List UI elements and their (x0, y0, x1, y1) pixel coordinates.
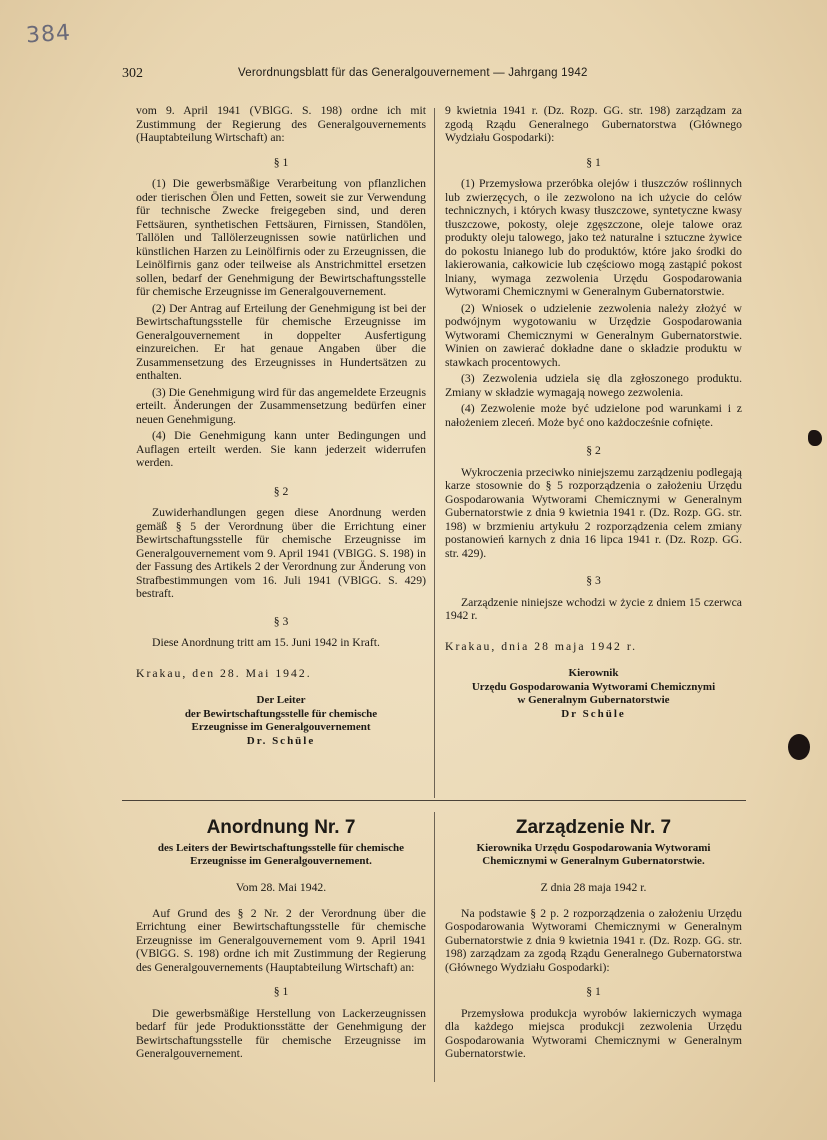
paragraph: vom 9. April 1941 (VBlGG. S. 198) ordne ich mit Zustimmung der Regierung des Generalgouvernements (Hauptabteilung Wirtschaft) an: (136, 104, 426, 144)
paragraph: Wykroczenia przeciwko niniejszemu zarządzeniu podlegają karze stosownie do § 5 rozporządzenia o założeniu Urzędu Gospodarowania Wytworami Chemicznymi w Generalnym Gubernatorstwie z dnia 9 kwietnia 1941 r. (Dz. Rozp. GG. str. 198) w brzmieniu artykułu 2 rozporządzenia celem zmiany postanowień karnych z dnia 16 lipca 1941 r. (Dz. Rozp. GG. str. 429). (445, 465, 742, 560)
signature-title: Kierownik (568, 667, 619, 679)
ink-stain (788, 734, 810, 760)
signature-name: Dr. Schüle (246, 734, 316, 747)
section-heading: § 3 (273, 614, 289, 628)
section-heading: § 2 (273, 484, 289, 498)
paragraph: Przemysłowa produkcja wyrobów lakierniczych wymaga dla każdego miejsca produkcji zezwolenia Urzędu Gospodarowania Wytworami Chemicznymi w Generalnym Gubernatorstwie. (445, 1006, 742, 1060)
anordnung-7-block (136, 816, 426, 1061)
signature-line: w Generalnym Gubernatorstwie (517, 694, 670, 706)
section-heading: § 1 (586, 155, 601, 169)
paragraph: (1) Die gewerbsmäßige Verarbeitung von pflanzlichen oder tierischen Ölen und Fetten, soweit sie zur Verwendung für technische Zwecke freigegeben sind, und deren Fettsäuren, synthetischen Fettsäuren, Firnissen, Standölen, Tallölen und Tallölerzeugnissen sowie natürlichen und künstlichen Harzen zu Leinölfirnis oder zu Erzeugnissen, die Leinölfirnis ganz oder teilweise als Anstrichmittel ersetzen sollen, bedarf der Genehmigung der Bewirtschaftungsstelle für chemische Erzeugnisse im Generalgouvernement. (136, 177, 426, 298)
section-heading: § 2 (586, 444, 601, 457)
running-header (122, 66, 642, 84)
ordinance-subtitle: Kierownika Urzędu Gospodarowania Wytworami Chemicznymi w Generalnym Gubernatorstwie. (476, 842, 711, 867)
signature-title: Der Leiter (256, 694, 306, 706)
handwritten-page-note: 384 (25, 20, 72, 49)
paragraph: Zarządzenie niniejsze wchodzi w życie z dniem 15 czerwca 1942 r. (445, 595, 742, 622)
ordinance-date: Z dnia 28 maja 1942 r. (540, 881, 647, 894)
zarzadzenie-7-block (445, 816, 742, 1061)
paragraph: (1) Przemysłowa przeróbka olejów i tłuszczów roślinnych lub zwierzęcych, o ile zezwolono na ich użycie do celów technicznych, i których kwasy tłuszczowe, syntetyczne kwasy tłuszczowe, pokosty, oleje zgęszczone, oleje talowe oraz produkty oleju talowego, jako też naturalne i sztuczne żywice do pokostu lnianego lub do produktów, które jako środki do lakierowania, całkowicie lub częściowo mogą zastąpić pokost lniany, wymaga zezwolenia Urzędu Gospodarowania Wytworami Chemicznymi w Generalnym Gubernatorstwie. (445, 177, 742, 298)
paragraph: (3) Zezwolenia udziela się dla zgłoszonego produktu. Zmiany w składzie wymagają nowego zezwolenia. (445, 372, 742, 399)
column-divider-bottom (434, 812, 435, 1082)
ink-stain (808, 430, 822, 446)
signature-line: Urzędu Gospodarowania Wytworami Chemicznymi (471, 680, 716, 693)
german-column (136, 104, 426, 748)
polish-column (445, 104, 742, 721)
paragraph: Zuwiderhandlungen gegen diese Anordnung werden gemäß § 5 der Verordnung über die Errichtung einer Bewirtschaftungsstelle für chemische Erzeugnisse im Generalgouvernement vom 9. April 1941 (VBlGG. S. 198) in der Fassung des Artikels 2 der Verordnung zur Änderung von Strafbestimmungen vom 16. Juli 1941 (VBlGG. S. 429) bestraft. (136, 506, 426, 600)
ordinance-title: Zarządzenie Nr. 7 (515, 817, 672, 838)
paragraph: Die gewerbsmäßige Herstellung von Lackerzeugnissen bedarf für jede Produktionsstätte der Genehmigung der Bewirtschaftungsstelle für chemische Erzeugnisse im Generalgouvernement. (136, 1006, 426, 1060)
section-heading: § 1 (273, 985, 289, 998)
signature-name: Dr Schüle (561, 707, 626, 720)
section-heading: § 1 (586, 985, 601, 998)
page-number: 302 (122, 66, 143, 81)
signature-line: der Bewirtschaftungsstelle für chemische (184, 707, 378, 720)
section-heading: § 1 (273, 155, 289, 169)
section-divider (122, 800, 746, 801)
place-date: Krakau, den 28. Mai 1942. (136, 666, 312, 680)
paragraph: (3) Die Genehmigung wird für das angemeldete Erzeugnis erteilt. Änderungen der Zusammensetzung bedürfen einer neuen Genehmigung. (136, 385, 426, 426)
ordinance-date: Vom 28. Mai 1942. (235, 881, 327, 894)
paragraph: Na podstawie § 2 p. 2 rozporządzenia o założeniu Urzędu Gospodarowania Wytworami Chemicznymi w Generalnym Gubernatorstwie z dnia 9 kwietnia 1941 r. (Dz. Rozp. GG. str. 198) zarządzam za zgodą Rządu Generalnego Gubernatorstwa (Głównego Wydziału Gospodarki): (445, 906, 742, 974)
paragraph: (2) Der Antrag auf Erteilung der Genehmigung ist bei der Bewirtschaftungsstelle für chemische Erzeugnisse im Generalgouvernement in doppelter Ausfertigung einzureichen. Er hat genaue Angaben über die Zusammensetzung des Erzeugnisses in Hundertsätzen zu enthalten. (136, 301, 426, 382)
header-title: Verordnungsblatt für das Generalgouvernement — Jahrgang 1942 (238, 67, 588, 79)
paragraph: Auf Grund des § 2 Nr. 2 der Verordnung über die Errichtung einer Bewirtschaftungsstelle für chemische Erzeugnisse im Generalgouvernement vom 9. April 1941 (VBlGG. S. 198) ordne ich mit Zustimmung der Regierung des Generalgouvernements (Hauptabteilung Wirtschaft) an: (136, 906, 426, 974)
paragraph: 9 kwietnia 1941 r. (Dz. Rozp. GG. str. 198) zarządzam za zgodą Rządu Generalnego Gubernatorstwa (Głównego Wydziału Gospodarki): (445, 104, 742, 144)
ordinance-title: Anordnung Nr. 7 (206, 817, 356, 838)
paragraph: (4) Die Genehmigung kann unter Bedingungen und Auflagen erteilt werden. Sie kann jederzeit widerrufen werden. (136, 429, 426, 469)
paragraph: (2) Wniosek o udzielenie zezwolenia należy złożyć w podwójnym wygotowaniu w Urzędzie Gospodarowania Wytworami Chemicznymi w Generalnym Gubernatorstwie. Winien on zawierać dokładne dane o składzie produktu w stawkach procentowych. (445, 301, 742, 369)
ordinance-subtitle: des Leiters der Bewirtschaftungsstelle für chemische Erzeugnisse im Generalgouvernement. (157, 842, 405, 867)
column-divider-top (434, 108, 435, 798)
place-date: Krakau, dnia 28 maja 1942 r. (445, 639, 637, 653)
section-heading: § 3 (586, 574, 601, 587)
paragraph: (4) Zezwolenie może być udzielone pod warunkami i z nałożeniem zleceń. Może być ono każdocześnie cofnięte. (445, 402, 742, 429)
signature-block (136, 694, 426, 748)
paragraph: Diese Anordnung tritt am 15. Juni 1942 in Kraft. (152, 636, 380, 649)
signature-line: Erzeugnisse im Generalgouvernement (191, 721, 371, 733)
signature-block (445, 667, 742, 721)
